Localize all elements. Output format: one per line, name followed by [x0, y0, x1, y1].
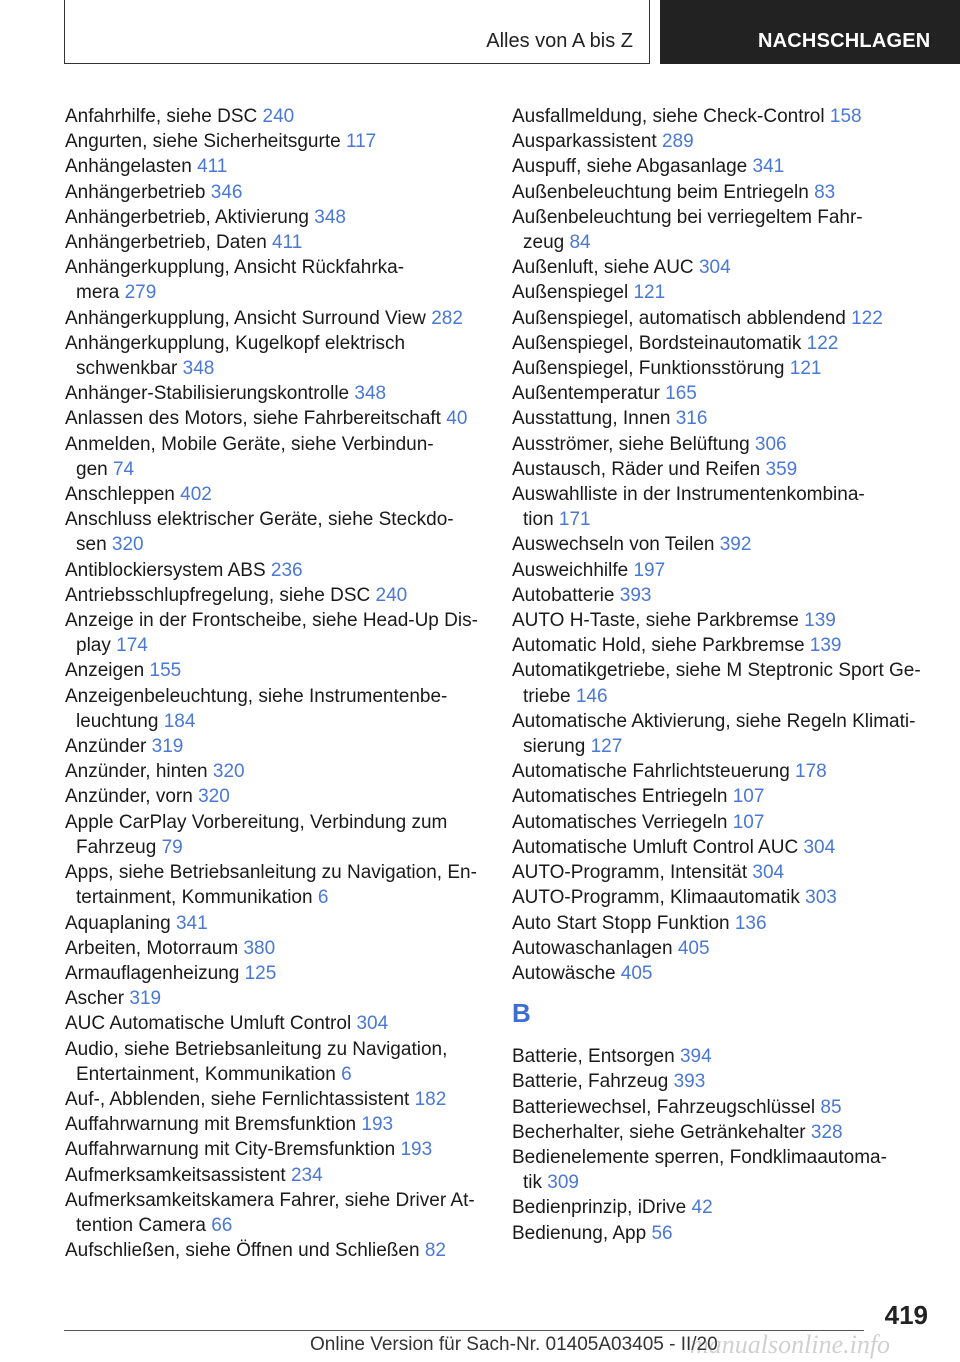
index-entry-text: Aufschließen, siehe Öffnen und Schließen	[65, 1240, 420, 1262]
index-entry-text: Automatisches Entriegeln	[512, 786, 728, 808]
page-reference-link[interactable]: 165	[665, 383, 697, 405]
index-entry-text: Automatisches Verriegeln	[512, 811, 728, 833]
index-entry	[512, 180, 932, 205]
page-reference-link[interactable]: 83	[814, 181, 836, 203]
page-reference-link[interactable]: 240	[262, 106, 295, 127]
page-reference-link[interactable]: 359	[765, 458, 798, 480]
page-reference-link[interactable]: 193	[400, 1139, 433, 1161]
index-entry-text: Ascher	[65, 988, 125, 1010]
index-entry-text: Anlassen des Motors, siehe Fahrbereitschaft	[65, 408, 441, 430]
index-entry-text: play	[76, 635, 111, 657]
index-entry-text: Autobatterie	[512, 584, 615, 606]
index-entry-text: leuchtung	[76, 710, 159, 732]
section-title: NACHSCHLAGEN	[758, 30, 931, 52]
index-entry-text: Anhänger-Stabilisierungskontrolle	[65, 383, 350, 405]
index-entry-text: Anhängerbetrieb, Aktivierung	[65, 206, 309, 228]
index-entry	[65, 684, 480, 734]
index-entry-text: Auswahlliste in der Instrumentenkombina-	[512, 484, 865, 506]
page-reference-link[interactable]: 40	[446, 408, 468, 430]
page-reference-link[interactable]: 289	[661, 131, 694, 153]
page-reference-link[interactable]: 341	[752, 156, 785, 178]
index-entry-text: Anschluss elektrischer Geräte, siehe Steckdo-	[65, 509, 454, 531]
page-reference-link[interactable]: 85	[820, 1096, 842, 1118]
index-entry	[512, 104, 932, 129]
page-reference-link[interactable]: 6	[341, 1063, 352, 1085]
index-column-right	[512, 104, 932, 1246]
index-entry-text: AUTO-Programm, Klimaautomatik	[512, 887, 800, 909]
index-entry	[65, 154, 480, 179]
page-reference-link[interactable]: 74	[112, 458, 135, 480]
index-entry-text: zeug	[523, 232, 565, 254]
page-reference-link[interactable]: 139	[809, 635, 842, 657]
index-entry-text: Batterie, Entsorgen	[512, 1046, 675, 1068]
page-reference-link[interactable]: 234	[290, 1164, 323, 1186]
index-entry-text: Aquaplaning	[65, 912, 171, 934]
index-entry-text: Autowäsche	[512, 962, 616, 984]
index-entry	[65, 936, 480, 961]
index-entry-text: Armauflagenheizung	[65, 962, 240, 984]
index-entry	[512, 381, 932, 406]
index-entry-text: Außenbeleuchtung beim Entriegeln	[512, 181, 809, 203]
index-entry-text: Anzeigen	[65, 660, 145, 682]
index-entry	[512, 331, 932, 356]
index-entry-text: Außenluft, siehe AUC	[512, 257, 694, 279]
page-reference-link[interactable]: 122	[851, 307, 883, 329]
page-reference-link[interactable]: 348	[314, 206, 346, 228]
index-entry	[65, 1137, 480, 1162]
page-reference-link[interactable]: 82	[424, 1240, 446, 1262]
index-entry	[512, 255, 932, 280]
index-entry	[512, 306, 932, 331]
page-reference-link[interactable]: 282	[431, 307, 463, 329]
index-entry	[65, 986, 480, 1011]
watermark: manualsonline.info	[690, 1330, 891, 1359]
page-reference-link[interactable]: 405	[620, 962, 653, 984]
index-entry	[512, 759, 932, 784]
header-chapter-tab	[64, 0, 650, 64]
index-entry-text: Anhängerkupplung, Ansicht Rückfahrka-	[65, 257, 405, 279]
index-entry	[512, 961, 932, 986]
page-reference-link[interactable]: 346	[210, 181, 243, 203]
index-entry	[65, 1037, 480, 1087]
index-entry-text: Apple CarPlay Vorbereitung, Verbindung zum	[65, 811, 448, 833]
index-entry	[65, 784, 480, 809]
page-reference-link[interactable]: 193	[361, 1114, 394, 1136]
index-entry	[65, 129, 480, 154]
index-column-left	[65, 104, 480, 1263]
page-reference-link[interactable]: 121	[633, 282, 666, 304]
page-reference-link[interactable]: 393	[619, 584, 652, 606]
index-entry	[65, 734, 480, 759]
header-section-tab	[660, 0, 960, 64]
index-entry-text: Audio, siehe Betriebsanleitung zu Navigation,	[65, 1038, 448, 1060]
page-reference-link[interactable]: 125	[244, 962, 277, 984]
index-entry	[512, 558, 932, 583]
page-reference-link[interactable]: 304	[698, 257, 731, 279]
index-entry-text: Batterie, Fahrzeug	[512, 1071, 669, 1093]
index-entry	[512, 532, 932, 557]
index-entry	[512, 280, 932, 305]
index-entry-text: Automatische Aktivierung, siehe Regeln Klimati-	[512, 710, 916, 732]
index-entry-text: Auf-, Abblenden, siehe Fernlichtassistent	[65, 1088, 410, 1110]
index-entry-text: Antiblockiersystem ABS	[65, 559, 266, 581]
page-reference-link[interactable]: 84	[569, 232, 591, 254]
index-entry-text: Automatische Umluft Control AUC	[512, 836, 799, 858]
page-reference-link[interactable]: 155	[149, 660, 182, 682]
page-reference-link[interactable]: 139	[804, 610, 836, 632]
index-entry-text: Auspuff, siehe Abgasanlage	[512, 156, 748, 178]
page-reference-link[interactable]: 236	[270, 559, 303, 581]
index-entry-text: Autowaschanlagen	[512, 937, 673, 959]
index-entry	[65, 1188, 480, 1238]
index-entry-text: Ausströmer, siehe Belüftung	[512, 433, 750, 455]
index-entry-text: Anhängerbetrieb, Daten	[65, 232, 267, 254]
index-entry	[65, 230, 480, 255]
index-entry-text: Anhängerkupplung, Kugelkopf elektrisch	[65, 332, 406, 354]
index-entry-text: Ausstattung, Innen	[512, 408, 671, 430]
page-reference-link[interactable]: 136	[734, 912, 767, 934]
index-entry-text: tion	[523, 509, 554, 531]
index-entry	[512, 633, 932, 658]
index-entry-text: tention Camera	[76, 1214, 206, 1236]
index-entry	[65, 658, 480, 683]
index-entry	[65, 608, 480, 658]
page-reference-link[interactable]: 56	[651, 1222, 673, 1244]
index-entry	[512, 356, 932, 381]
index-entry	[512, 1095, 932, 1120]
index-entry-text: sierung	[523, 736, 586, 758]
page-reference-link[interactable]: 411	[272, 232, 303, 254]
page-reference-link[interactable]: 279	[124, 282, 157, 304]
chapter-title: Alles von A bis Z	[486, 30, 633, 52]
index-entry-text: Außenspiegel	[512, 282, 629, 304]
index-entry-text: Anzünder, vorn	[65, 786, 193, 808]
index-entry-text: Automatic Hold, siehe Parkbremse	[512, 635, 805, 657]
page-reference-link[interactable]: 127	[590, 736, 623, 758]
page-reference-link[interactable]: 240	[375, 584, 408, 606]
index-entry-text: triebe	[523, 685, 571, 707]
index-entry-text: Bedienung, App	[512, 1222, 647, 1244]
index-entry	[65, 104, 480, 129]
index-entry	[65, 482, 480, 507]
page-reference-link[interactable]: 121	[789, 358, 822, 380]
index-entry-text: Ausfallmeldung, siehe Check-Control	[512, 106, 825, 127]
index-entry	[512, 835, 932, 860]
index-entry-text: Antriebsschlupfregelung, siehe DSC	[65, 584, 371, 606]
page-reference-link[interactable]: 320	[111, 534, 144, 556]
index-entry	[512, 911, 932, 936]
index-entry	[512, 860, 932, 885]
page-reference-link[interactable]: 348	[182, 358, 215, 380]
index-entry	[65, 961, 480, 986]
page-reference-link[interactable]: 393	[673, 1071, 706, 1093]
index-entry-text: Auffahrwarnung mit Bremsfunktion	[65, 1114, 357, 1136]
page-reference-link[interactable]: 392	[719, 534, 752, 556]
page-reference-link[interactable]: 348	[354, 383, 387, 405]
index-entry-text: Automatikgetriebe, siehe M Steptronic Sport Ge-	[512, 660, 921, 682]
page-reference-link[interactable]: 174	[116, 635, 148, 657]
index-entry-text: tertainment, Kommunikation	[76, 887, 313, 909]
page-reference-link[interactable]: 158	[829, 106, 862, 127]
index-entry-text: Ausparkassistent	[512, 131, 657, 153]
index-entry	[65, 306, 480, 331]
index-entry-text: schwenkbar	[76, 358, 178, 380]
index-group-b	[512, 1044, 932, 1246]
index-entry	[512, 709, 932, 759]
page-reference-link[interactable]: 380	[243, 937, 276, 959]
index-entry-text: Anzünder, hinten	[65, 761, 208, 783]
index-entry-text: Anmelden, Mobile Geräte, siehe Verbindun-	[65, 433, 434, 455]
page-reference-link[interactable]: 402	[180, 484, 212, 506]
index-entry	[65, 180, 480, 205]
index-entry	[65, 432, 480, 482]
index-entry	[65, 381, 480, 406]
index-entry-text: Auffahrwarnung mit City-Bremsfunktion	[65, 1139, 396, 1161]
index-entry-text: Bedienprinzip, iDrive	[512, 1197, 687, 1219]
index-entry-text: Entertainment, Kommunikation	[76, 1063, 336, 1085]
index-entry-text: Außenspiegel, automatisch abblendend	[512, 307, 846, 329]
page-reference-link[interactable]: 42	[691, 1197, 713, 1219]
index-entry	[512, 1044, 932, 1069]
page-reference-link[interactable]: 405	[677, 937, 710, 959]
index-entry	[65, 331, 480, 381]
index-entry	[65, 810, 480, 860]
index-entry-text: Anhängerkupplung, Ansicht Surround View	[65, 307, 426, 329]
index-entry	[65, 911, 480, 936]
page-reference-link[interactable]: 146	[575, 685, 608, 707]
index-entry	[512, 457, 932, 482]
index-entry-text: Außentemperatur	[512, 383, 660, 405]
index-entry	[512, 658, 932, 708]
index-entry-text: Ausweichhilfe	[512, 559, 629, 581]
index-entry	[512, 608, 932, 633]
index-group-a	[512, 104, 932, 986]
index-entry	[512, 1069, 932, 1094]
index-entry-text: Außenspiegel, Bordsteinautomatik	[512, 332, 802, 354]
index-entry-text: Batteriewechsel, Fahrzeugschlüssel	[512, 1096, 816, 1118]
index-entry	[512, 885, 932, 910]
page-reference-link[interactable]: 394	[679, 1046, 712, 1068]
index-entry	[65, 558, 480, 583]
page-reference-link[interactable]: 304	[752, 862, 785, 884]
index-entry-text: Automatische Fahrlichtsteuerung	[512, 761, 790, 783]
index-entry	[65, 406, 480, 431]
index-entry-text: AUTO-Programm, Intensität	[512, 862, 748, 884]
index-entry-text: AUC Automatische Umluft Control	[65, 1013, 352, 1035]
index-entry-text: Außenbeleuchtung bei verriegeltem Fahr-	[512, 206, 863, 228]
index-entry	[512, 1120, 932, 1145]
page-reference-link[interactable]: 79	[161, 836, 183, 858]
index-entry	[65, 1087, 480, 1112]
page-reference-link[interactable]: 171	[558, 509, 591, 531]
page-reference-link[interactable]: 328	[810, 1121, 843, 1143]
index-entry-text: Angurten, siehe Sicherheitsgurte	[65, 131, 341, 153]
index-entry	[512, 583, 932, 608]
index-entry	[65, 1163, 480, 1188]
index-entry	[65, 255, 480, 305]
index-entry	[65, 860, 480, 910]
index-entry-text: sen	[76, 534, 107, 556]
page-reference-link[interactable]: 178	[795, 761, 827, 783]
index-entry	[512, 129, 932, 154]
index-entry	[65, 583, 480, 608]
index-entry-text: Anschleppen	[65, 484, 175, 506]
page-reference-link[interactable]: 306	[754, 433, 787, 455]
index-entry-text: Anfahrhilfe, siehe DSC	[65, 106, 258, 127]
index-entry	[65, 1112, 480, 1137]
index-entry-text: AUTO H-Taste, siehe Parkbremse	[512, 610, 799, 632]
page-reference-link[interactable]: 197	[633, 559, 666, 581]
page-reference-link[interactable]: 316	[675, 408, 708, 430]
index-entry	[512, 432, 932, 457]
page-reference-link[interactable]: 320	[212, 761, 245, 783]
index-entry	[512, 205, 932, 255]
page-reference-link[interactable]: 182	[414, 1088, 447, 1110]
footer-online-version: Online Version für Sach-Nr. 01405A03405 - II/20	[310, 1334, 718, 1355]
page-reference-link[interactable]: 107	[732, 786, 765, 808]
index-entry	[512, 482, 932, 532]
index-entry-text: mera	[76, 282, 120, 304]
index-entry-text: gen	[76, 458, 108, 480]
index-entry-text: Apps, siehe Betriebsanleitung zu Navigation, En-	[65, 862, 477, 884]
index-entry-text: Fahrzeug	[76, 836, 157, 858]
index-entry	[512, 936, 932, 961]
page-reference-link[interactable]: 184	[163, 710, 196, 732]
letter-heading-b: B	[512, 998, 531, 1029]
index-entry-text: Anhängelasten	[65, 156, 192, 178]
page-reference-link[interactable]: 309	[547, 1172, 579, 1194]
index-entry-text: Anzünder	[65, 736, 147, 758]
page-reference-link[interactable]: 117	[345, 131, 377, 153]
index-entry	[65, 507, 480, 557]
page-reference-link[interactable]: 107	[732, 811, 765, 833]
index-entry-text: Auswechseln von Teilen	[512, 534, 715, 556]
index-entry-text: Anhängerbetrieb	[65, 181, 206, 203]
index-entry	[512, 1221, 932, 1246]
page-reference-link[interactable]: 411	[197, 156, 228, 178]
page-number: 419	[884, 1300, 928, 1330]
index-entry-text: Arbeiten, Motorraum	[65, 937, 239, 959]
index-entry	[65, 1238, 480, 1263]
index-entry-text: tik	[523, 1172, 542, 1194]
index-entry	[65, 1011, 480, 1036]
index-entry	[512, 1195, 932, 1220]
index-entry-text: Anzeigenbeleuchtung, siehe Instrumentenbe-	[65, 685, 448, 707]
index-entry	[512, 810, 932, 835]
page-reference-link[interactable]: 122	[806, 332, 839, 354]
index-entry-text: Aufmerksamkeitsassistent	[65, 1164, 286, 1186]
page-reference-link[interactable]: 319	[151, 736, 184, 758]
index-entry	[65, 205, 480, 230]
index-entry	[512, 406, 932, 431]
index-entry-text: Außenspiegel, Funktionsstörung	[512, 358, 785, 380]
page-reference-link[interactable]: 303	[805, 887, 837, 909]
index-entry-text: Bedienelemente sperren, Fondklimaautoma-	[512, 1146, 887, 1168]
page-reference-link[interactable]: 304	[356, 1013, 389, 1035]
index-entry	[512, 154, 932, 179]
page-reference-link[interactable]: 304	[803, 836, 836, 858]
page-reference-link[interactable]: 320	[198, 786, 230, 808]
page-reference-link[interactable]: 6	[317, 887, 329, 909]
index-entry	[512, 1145, 932, 1195]
index-entry-text: Becherhalter, siehe Getränkehalter	[512, 1121, 806, 1143]
index-entry-text: Aufmerksamkeitskamera Fahrer, siehe Driver At-	[65, 1189, 475, 1211]
index-entry-text: Anzeige in der Frontscheibe, siehe Head-Up Dis-	[65, 610, 478, 632]
index-entry-text: Auto Start Stopp Funktion	[512, 912, 730, 934]
index-entry	[65, 759, 480, 784]
index-entry-text: Austausch, Räder und Reifen	[512, 458, 761, 480]
page-reference-link[interactable]: 66	[211, 1214, 233, 1236]
page-reference-link[interactable]: 319	[129, 988, 162, 1010]
page-reference-link[interactable]: 341	[175, 912, 208, 934]
index-entry	[512, 784, 932, 809]
